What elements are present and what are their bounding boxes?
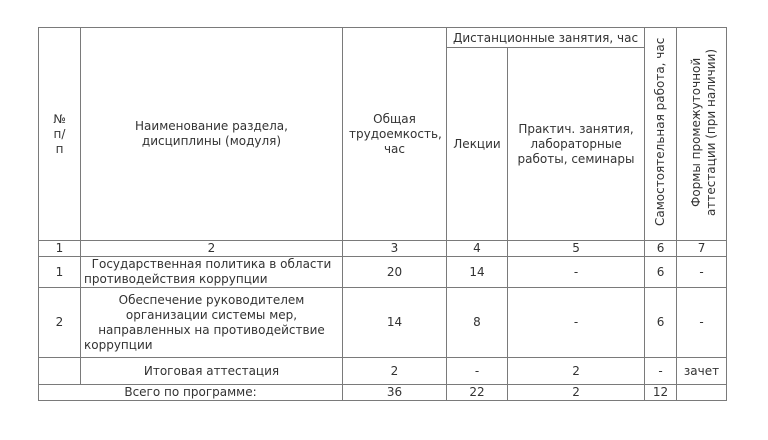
column-number: 7 [677,241,727,257]
row-name: Итоговая аттестация [81,358,343,385]
header-lectures: Лекции [447,48,508,241]
table-row [39,288,727,358]
row-num: 2 [39,288,81,358]
row-practice: 2 [508,358,645,385]
total-lectures: 22 [447,385,508,401]
total-practice: 2 [508,385,645,401]
row-attestation: зачет [677,358,727,385]
column-number: 1 [39,241,81,257]
row-total: 20 [343,257,447,288]
header-distance-group: Дистанционные занятия, час [447,28,645,48]
row-attestation: - [677,288,727,358]
header-practice: Практич. занятия, лабораторные работы, семинары [508,48,645,241]
row-self-work: - [645,358,677,385]
row-name: Государственная политика в области противодействия коррупции [81,257,343,288]
row-total: 2 [343,358,447,385]
column-number: 5 [508,241,645,257]
header-self-work: Самостоятельная работа, час [653,37,668,227]
row-name: Обеспечение руководителем организации системы мер, направленных на противодействие коррупции [81,288,343,358]
table-row [39,257,727,288]
curriculum-table [38,27,727,401]
row-lectures: - [447,358,508,385]
row-self-work: 6 [645,257,677,288]
table-row [39,358,727,385]
header-name: Наименование раздела, дисциплины (модуля) [81,28,343,241]
column-numbers-row [39,241,727,257]
header-self-work-cell [645,28,677,241]
row-lectures: 14 [447,257,508,288]
header-total: Общая трудоемкость, час [343,28,447,241]
row-total: 14 [343,288,447,358]
row-practice: - [508,257,645,288]
header-attestation: Формы промежуточной аттестации (при наличии) [688,48,718,216]
row-num: 1 [39,257,81,288]
total-self-work: 12 [645,385,677,401]
header-row-top [39,28,727,48]
total-hours: 36 [343,385,447,401]
total-row [39,385,727,401]
column-number: 4 [447,241,508,257]
total-attestation [677,385,727,401]
column-number: 6 [645,241,677,257]
header-num: № п/п [39,28,81,241]
row-lectures: 8 [447,288,508,358]
row-num [39,358,81,385]
row-practice: - [508,288,645,358]
column-number: 2 [81,241,343,257]
header-attestation-cell [677,28,727,241]
row-self-work: 6 [645,288,677,358]
row-attestation: - [677,257,727,288]
total-label: Всего по программе: [39,385,343,401]
column-number: 3 [343,241,447,257]
